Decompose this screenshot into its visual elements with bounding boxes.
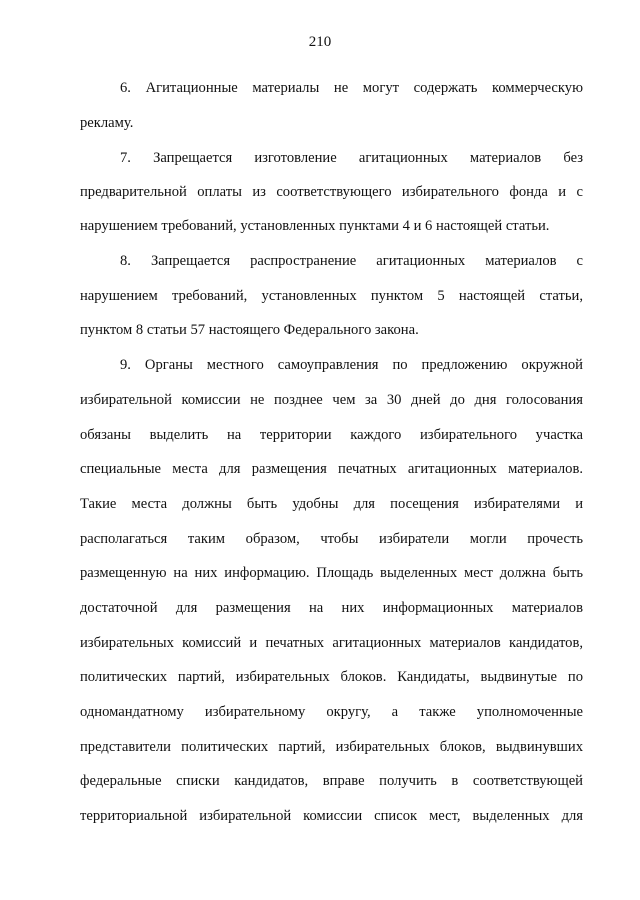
text-line-7: нарушением требований, установленных пунктом 5 настоящей статьи, [80, 288, 583, 304]
text-line-1: 6. Агитационные материалы не могут содержать коммерческую [120, 80, 583, 96]
text-line-20: представители политических партий, избирательных блоков, выдвинувших [80, 739, 583, 755]
text-line-8: пунктом 8 статьи 57 настоящего Федерального закона. [80, 322, 419, 338]
text-line-19: одномандатному избирательному округу, а также уполномоченные [80, 704, 583, 720]
text-line-15: размещенную на них информацию. Площадь выделенных мест должна быть [80, 565, 583, 581]
text-line-18: политических партий, избирательных блоков. Кандидаты, выдвинутые по [80, 669, 583, 685]
text-line-21: федеральные списки кандидатов, вправе получить в соответствующей [80, 773, 583, 789]
text-line-4: предварительной оплаты из соответствующего избирательного фонда и с [80, 184, 583, 200]
text-line-13: Такие места должны быть удобны для посещения избирателями и [80, 496, 583, 512]
text-line-3: 7. Запрещается изготовление агитационных материалов без [120, 150, 583, 166]
text-line-17: избирательных комиссий и печатных агитационных материалов кандидатов, [80, 635, 583, 651]
text-line-9: 9. Органы местного самоуправления по предложению окружной [120, 357, 583, 373]
text-line-22: территориальной избирательной комиссии список мест, выделенных для [80, 808, 583, 824]
text-line-10: избирательной комиссии не позднее чем за 30 дней до дня голосования [80, 392, 583, 408]
text-line-2: рекламу. [80, 115, 134, 131]
text-line-16: достаточной для размещения на них информационных материалов [80, 600, 583, 616]
text-line-5: нарушением требований, установленных пунктами 4 и 6 настоящей статьи. [80, 218, 550, 234]
text-line-11: обязаны выделить на территории каждого избирательного участка [80, 427, 583, 443]
text-line-6: 8. Запрещается распространение агитационных материалов с [120, 253, 583, 269]
text-line-12: специальные места для размещения печатных агитационных материалов. [80, 461, 583, 477]
text-line-14: располагаться таким образом, чтобы избиратели могли прочесть [80, 531, 583, 547]
page-number: 210 [308, 34, 332, 50]
